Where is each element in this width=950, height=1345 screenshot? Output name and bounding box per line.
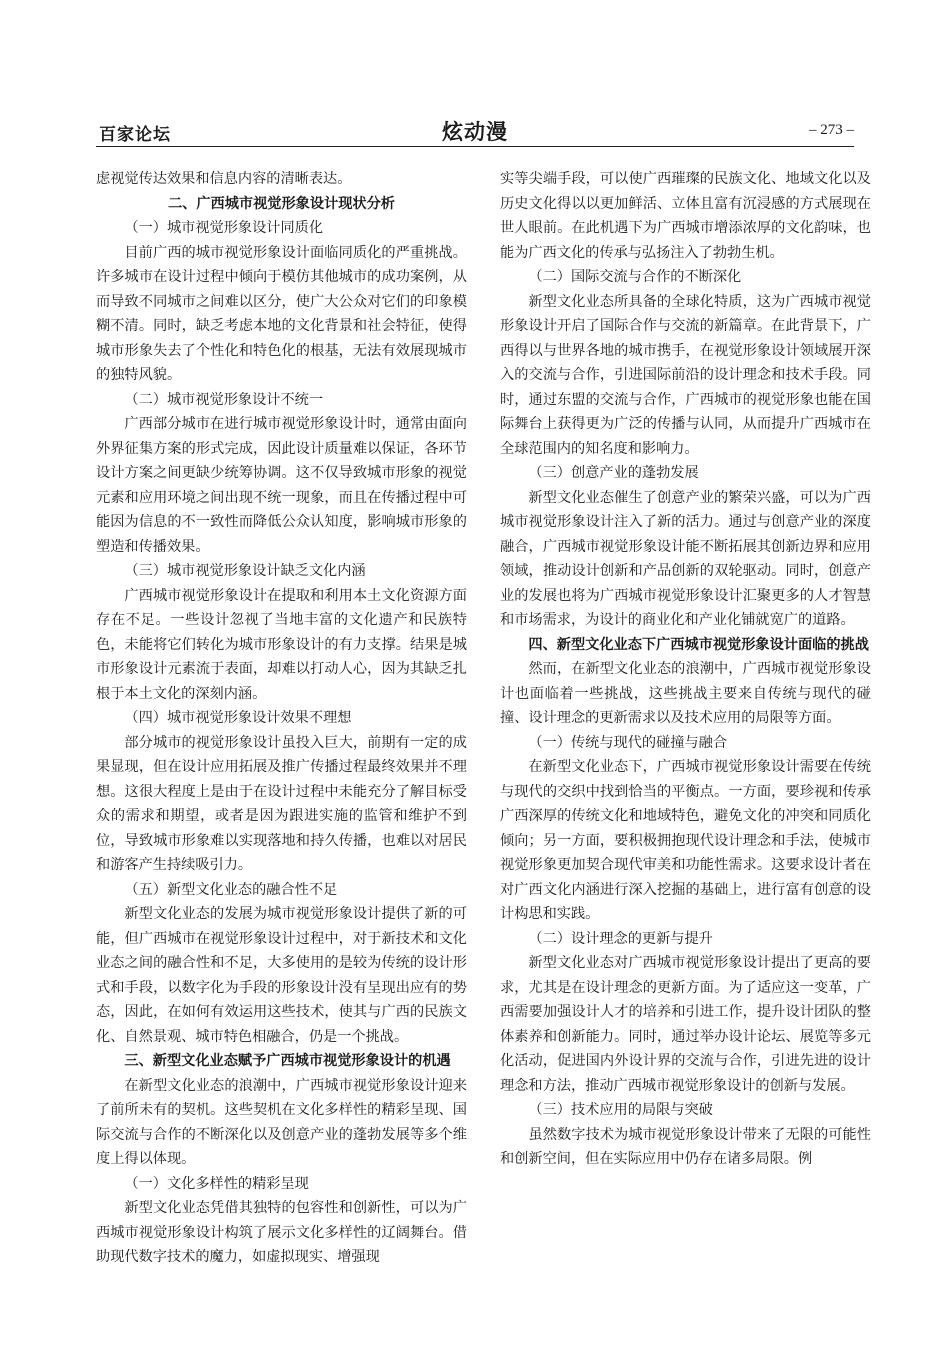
paragraph: 广西部分城市在进行城市视觉形象设计时，通常由面向外界征集方案的形式完成，因此设计质量难以保证，各环节设计方案之间更缺少统筹协调。这不仅导致城市形象的视觉元素和应用环境之间出现不统一现象，而且在传播过程中可能因为信息的不一致性而降低公众认知度，影响城市形象的塑造和传播效果。	[96, 416, 467, 555]
paragraph: 在新型文化业态的浪潮中，广西城市视觉形象设计迎来了前所未有的契机。这些契机在文化多样性的精彩呈现、国际交流与合作的不断深化以及创意产业的蓬勃发展等多个维度上得以体现。	[96, 1077, 467, 1167]
paragraph: 广西城市视觉形象设计在提取和利用本土文化资源方面存在不足。一些设计忽视了当地丰富的文化遗产和民族特色，未能将它们转化为城市形象设计的有力支撑。结果是城市形象设计元素流于表面，却难以打动人心，因为其缺乏扎根于本土文化的深刻内涵。	[96, 587, 467, 702]
page-number: – 273 –	[809, 122, 854, 138]
page-header	[96, 112, 854, 147]
paragraph-continued: 实等尖端手段，可以使广西璀璨的民族文化、地域文化以及历史文化得以以更加鲜活、立体且富有沉浸感的方式展现在世人眼前。在此机遇下为广西城市增添浓厚的文化韵味，也能为广西文化的传承与弘扬注入了勃勃生机。	[500, 171, 871, 261]
subsection-heading: （三）城市视觉形象设计缺乏文化内涵	[124, 563, 366, 579]
paragraph: 虽然数字技术为城市视觉形象设计带来了无限的可能性和创新空间，但在实际应用中仍存在诸多局限。例	[500, 1126, 871, 1167]
paragraph: 部分城市的视觉形象设计虽投入巨大，前期有一定的成果显现，但在设计应用拓展及推广传播过程最终效果并不理想。这很大程度上是由于在设计过程中未能充分了解目标受众的需求和期望，或者是因为跟进实施的监管和维护不到位，导致城市形象难以实现落地和持久传播，也难以对居民和游客产生持续吸引力。	[96, 734, 467, 873]
subsection-heading: （三）创意产业的蓬勃发展	[528, 465, 699, 481]
left-column	[96, 167, 467, 1270]
paragraph: 新型文化业态凭借其独特的包容性和创新性，可以为广西城市视觉形象设计构筑了展示文化多样性的辽阔舞台。借助现代数字技术的魔力，如虚拟现实、增强现	[96, 1200, 467, 1265]
subsection-heading: （一）城市视觉形象设计同质化	[124, 220, 324, 236]
header-journal-title: 炫动漫	[442, 119, 508, 144]
paragraph: 目前广西的城市视觉形象设计面临同质化的严重挑战。许多城市在设计过程中倾向于模仿其他城市的成功案例，从而导致不同城市之间难以区分，使广大公众对它们的印象模糊不清。同时，缺乏考虑本地的文化背景和社会特征，使得城市形象失去了个性化和特色化的根基，无法有效展现城市的独特风貌。	[96, 244, 467, 383]
subsection-heading: （二）设计理念的更新与提升	[528, 930, 713, 947]
paragraph: 新型文化业态所具备的全球化特质，这为广西城市视觉形象设计开启了国际合作与交流的新篇章。在此背景下，广西得以与世界各地的城市携手，在视觉形象设计领域展开深入的交流与合作，引进国际前沿的设计理念和技术手段。同时，通过东盟的交流与合作，广西城市的视觉形象也能在国际舞台上获得更为广泛的传播与认同，从而提升广西城市在全球范围内的知名度和影响力。	[500, 293, 871, 457]
section-heading: 三、新型文化业态赋予广西城市视觉形象设计的机遇	[124, 1053, 451, 1069]
header-section-name: 百家论坛	[99, 125, 171, 145]
subsection-heading: （四）城市视觉形象设计效果不理想	[124, 710, 352, 726]
paragraph: 新型文化业态对广西城市视觉形象设计提出了更高的要求，尤其是在设计理念的更新方面。为了适应这一变革，广西需要加强设计人才的培养和引进工作，提升设计团队的整体素养和创新能力。同时，通过举办设计论坛、展览等多元化活动，促进国内外设计界的交流与合作，引进先进的设计理念和方法，推动广西城市视觉形象设计的创新与发展。	[500, 955, 871, 1094]
paragraph: 新型文化业态催生了创意产业的繁荣兴盛，可以为广西城市视觉形象设计注入了新的活力。通过与创意产业的深度融合，广西城市视觉形象设计能不断拓展其创新边界和应用领域，推动设计创新和产品创新的双轮驱动。同时，创意产业的发展也将为广西城市视觉形象设计汇聚更多的人才智慧和市场需求，为设计的商业化和产业化铺就宽广的道路。	[500, 489, 871, 628]
subsection-heading: （一）传统与现代的碰撞与融合	[528, 734, 728, 751]
paragraph: 在新型文化业态下，广西城市视觉形象设计需要在传统与现代的交织中找到恰当的平衡点。一方面，要珍视和传承广西深厚的传统文化和地域特色，避免文化的冲突和同质化倾向；另一方面，要积极拥抱现代设计理念和手法，使城市视觉形象更加契合现代审美和功能性需求。这要求设计者在对广西文化内涵进行深入挖掘的基础上，进行富有创意的设计构思和实践。	[500, 759, 871, 922]
subsection-heading: （二）城市视觉形象设计不统一	[124, 391, 324, 408]
subsection-heading: （三）技术应用的局限与突破	[528, 1102, 713, 1118]
paragraph: 新型文化业态的发展为城市视觉形象设计提供了新的可能，但广西城市在视觉形象设计过程中，对于新技术和文化业态之间的融合性和不足，大多使用的是较为传统的设计形式和手段，以数字化为手段的形象设计没有呈现出应有的势态，因此，在如何有效运用这些技术，使其与广西的民族文化、自然景观、城市特色相融合，仍是一个挑战。	[96, 906, 467, 1045]
section-heading: 四、新型文化业态下广西城市视觉形象设计面临的挑战	[528, 636, 869, 653]
section-heading: 二、广西城市视觉形象设计现状分析	[167, 195, 395, 212]
paragraph: 然而，在新型文化业态的浪潮中，广西城市视觉形象设计也面临着一些挑战，这些挑战主要来自传统与现代的碰撞、设计理念的更新需求以及技术应用的局限等方面。	[500, 661, 871, 726]
subsection-heading: （二）国际交流与合作的不断深化	[528, 269, 742, 285]
subsection-heading: （五）新型文化业态的融合性不足	[124, 881, 338, 898]
right-column	[500, 167, 871, 1172]
subsection-heading: （一）文化多样性的精彩呈现	[124, 1175, 309, 1192]
paragraph-continued: 虑视觉传达效果和信息内容的清晰表达。	[96, 171, 352, 187]
